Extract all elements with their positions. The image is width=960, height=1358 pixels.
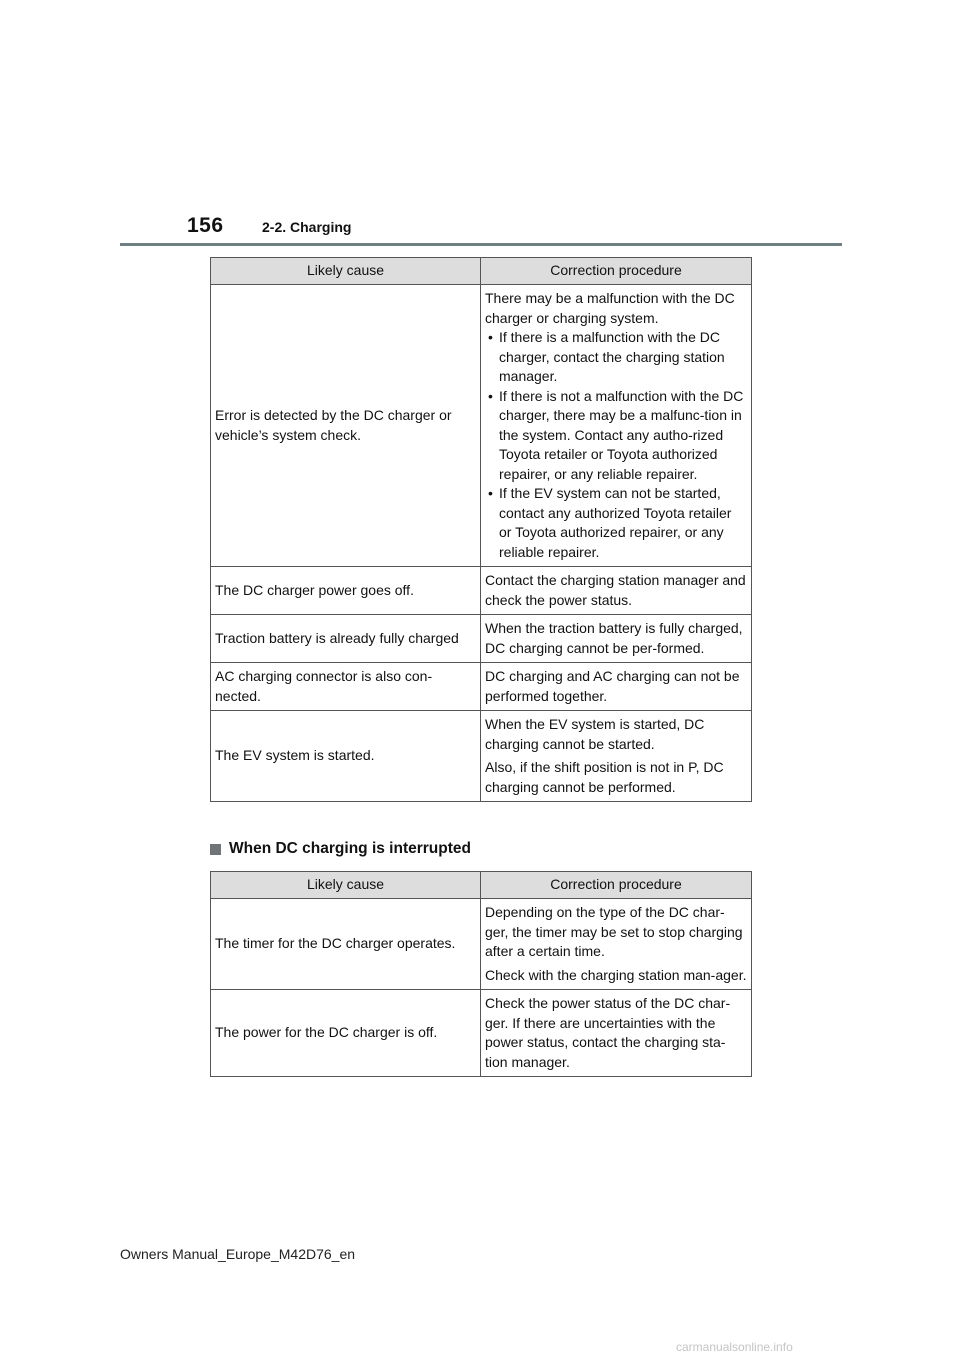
column-header-likely-cause: Likely cause [211, 872, 481, 899]
table-row [211, 615, 752, 663]
table-header-row [211, 258, 752, 285]
footer-document-id: Owners Manual_Europe_M42D76_en [120, 1246, 356, 1262]
procedure-cell [481, 285, 752, 567]
watermark: carmanualsonline.info [676, 1340, 793, 1354]
table-header-row [211, 872, 752, 899]
cause-cell: The EV system is started. [211, 711, 481, 802]
bullet-item: • If there is not a malfunction with the DC charger, there may be a malfunc-tion in the system. Contact any autho-rized Toyota retailer or Toyota authorized repairer, or any reliable repairer. [485, 387, 747, 485]
cause-cell: The power for the DC charger is off. [211, 990, 481, 1077]
square-bullet-icon [210, 844, 221, 855]
bullet-item: • If the EV system can not be started, contact any authorized Toyota retailer or Toyota authorized repairer, or any reliable repairer. [485, 484, 747, 562]
procedure-text: Also, if the shift position is not in P, DC charging cannot be performed. [485, 759, 724, 795]
page-number: 156 [187, 214, 224, 237]
procedure-bullet-list [485, 328, 747, 562]
column-header-correction-procedure: Correction procedure [481, 258, 752, 285]
table-row [211, 567, 752, 615]
procedure-text: There may be a malfunction with the DC charger or charging system. [485, 290, 735, 326]
table-row [211, 899, 752, 990]
procedure-text: When the EV system is started, DC charging cannot be started. [485, 716, 705, 752]
procedure-cell: Contact the charging station manager and check the power status. [481, 567, 752, 615]
troubleshooting-table [210, 257, 752, 802]
interruption-table [210, 871, 752, 1077]
procedure-cell: When the traction battery is fully charged, DC charging cannot be per-formed. [481, 615, 752, 663]
table-row [211, 711, 752, 802]
cause-cell: Traction battery is already fully charged [211, 615, 481, 663]
procedure-cell [481, 711, 752, 802]
section-subheading [210, 840, 471, 858]
table-row [211, 990, 752, 1077]
table-row [211, 285, 752, 567]
table-row [211, 663, 752, 711]
column-header-correction-procedure: Correction procedure [481, 872, 752, 899]
bullet-item: • If there is a malfunction with the DC charger, contact the charging station manager. [485, 328, 747, 387]
cause-cell: The DC charger power goes off. [211, 567, 481, 615]
cause-cell: AC charging connector is also con-nected. [211, 663, 481, 711]
section-title: 2-2. Charging [262, 219, 352, 235]
procedure-text: Depending on the type of the DC char-ger, the timer may be set to stop charging after a certain time. [485, 904, 743, 959]
procedure-text: Check with the charging station man-ager. [485, 966, 747, 983]
header-divider [120, 243, 842, 246]
column-header-likely-cause: Likely cause [211, 258, 481, 285]
procedure-cell [481, 899, 752, 990]
procedure-cell: DC charging and AC charging can not be performed together. [481, 663, 752, 711]
procedure-cell: Check the power status of the DC char-ger. If there are uncertainties with the power status, contact the charging sta-tion manager. [481, 990, 752, 1077]
cause-cell: Error is detected by the DC charger or vehicle’s system check. [211, 285, 481, 567]
cause-cell: The timer for the DC charger operates. [211, 899, 481, 990]
subheading-text: When DC charging is interrupted [229, 840, 471, 857]
